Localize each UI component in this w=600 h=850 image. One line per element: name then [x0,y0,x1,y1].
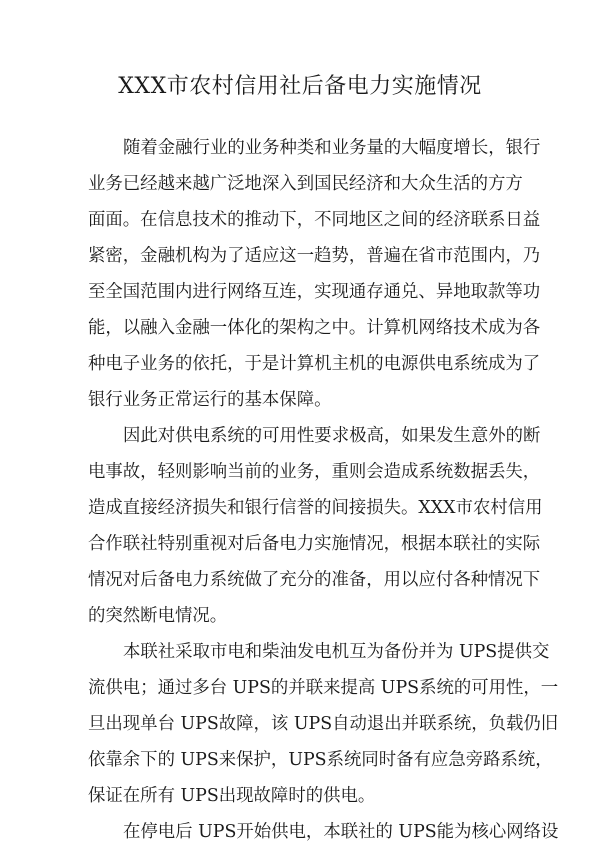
text-line: 合作联社特别重视对后备电力实施情况，根据本联社的实际 [88,534,541,554]
text-line: 在停电后 UPS开始供电，本联社的 UPS能为核心网络设 [123,822,559,842]
text-line: 能，以融入金融一体化的架构之中。计算机网络技术成为各 [88,318,541,338]
text-line: 的突然断电情况。 [88,606,228,626]
document-title: XXX市农村信用社后备电力实施情况 [118,74,482,99]
text-line: 电事故，轻则影响当前的业务，重则会造成系统数据丢失， [88,462,541,482]
text-line: 至全国范围内进行网络互连，实现通存通兑、异地取款等功 [88,282,541,302]
text-line: 本联社采取市电和柴油发电机互为备份并为 UPS提供交 [123,642,550,662]
text-line: 旦出现单台 UPS故障，该 UPS自动退出并联系统，负载仍旧 [88,714,559,734]
text-line: 造成直接经济损失和银行信誉的间接损失。XXX市农村信用 [88,498,543,518]
paragraph-1 [88,130,541,418]
document-body [88,130,559,850]
text-line: 面面。在信息技术的推动下，不同地区之间的经济联系日益 [88,210,541,230]
paragraph-2 [88,418,543,634]
text-line: 情况对后备电力系统做了充分的准备，用以应付各种情况下 [88,570,541,590]
text-line: 依靠余下的 UPS来保护，UPS系统同时备有应急旁路系统， [88,750,553,770]
text-line: 随着金融行业的业务种类和业务量的大幅度增长，银行 [123,138,541,158]
text-line: 种电子业务的依托，于是计算机主机的电源供电系统成为了 [88,354,541,374]
text-line: 银行业务正常运行的基本保障。 [88,390,332,410]
paragraph-3 [88,634,559,814]
paragraph-4 [88,814,559,850]
text-line: 业务已经越来越广泛地深入到国民经济和大众生活的方方 [88,174,523,194]
text-line: 流供电；通过多台 UPS的并联来提高 UPS系统的可用性，一 [88,678,559,698]
text-line: 紧密，金融机构为了适应这一趋势，普遍在省市范围内，乃 [88,246,541,266]
text-line: 因此对供电系统的可用性要求极高，如果发生意外的断 [123,426,541,446]
text-line: 保证在所有 UPS出现故障时的供电。 [88,786,376,806]
